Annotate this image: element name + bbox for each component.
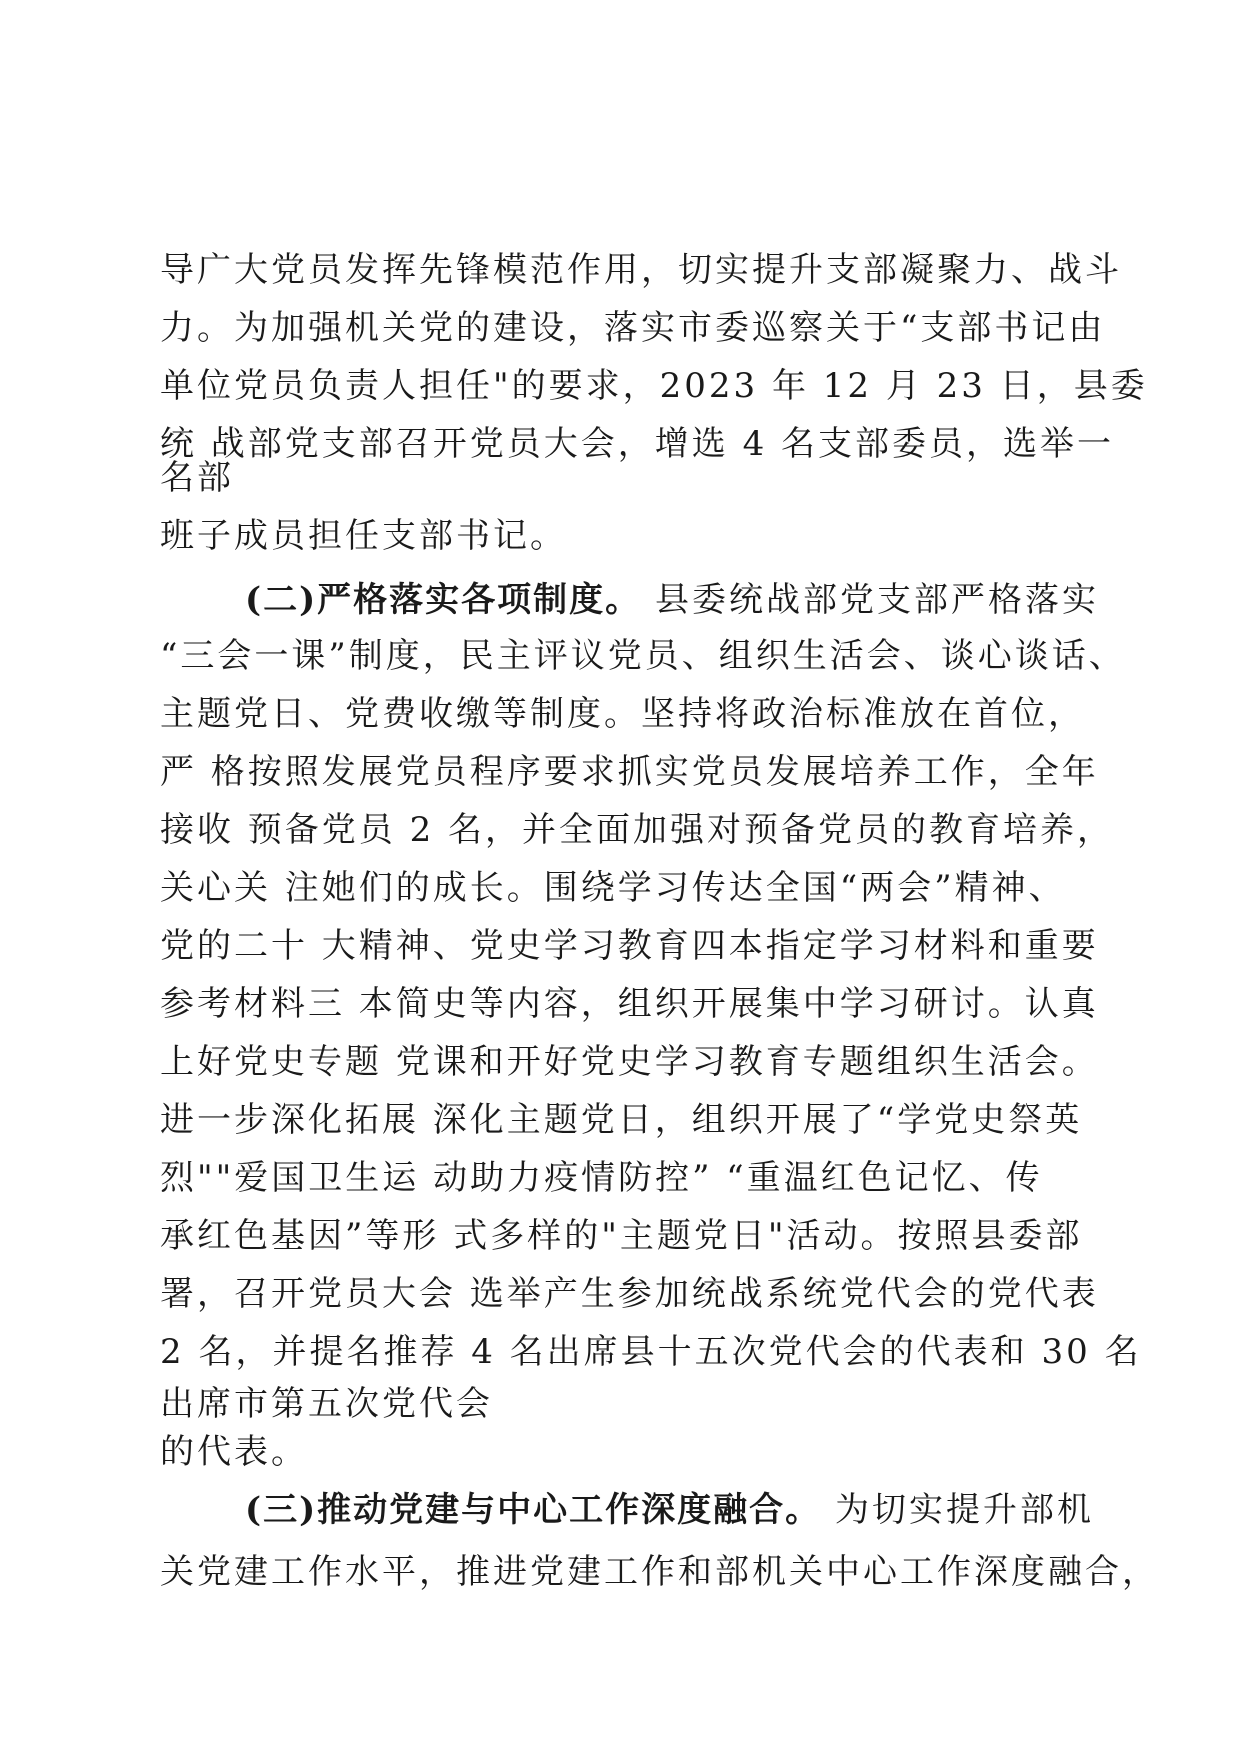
section2-line-12: 署，召开党员大会 选举产生参加统战系统党代会的党代表 — [160, 1274, 1099, 1314]
section2-line-11: 承红色基因”等形 式多样的"主题党日"活动。按照县委部 — [160, 1216, 1083, 1256]
section2-line-3: 严 格按照发展党员程序要求抓实党员发展培养工作，全年 — [160, 752, 1099, 792]
section2-line-4: 接收 预备党员 2 名，并全面加强对预备党员的教育培养， — [160, 810, 1115, 850]
section2-line-10: 烈""爱国卫生运 动助力疫情防控” “重温红色记忆、传 — [160, 1158, 1043, 1198]
section2-line-1: “三会一课”制度，民主评议党员、组织生活会、谈心谈话、 — [160, 636, 1126, 676]
section2-first-line-text: 县委统战部党支部严格落实 — [641, 580, 1099, 620]
section3-heading: (三)推动党建与中心工作深度融合。 — [245, 1490, 822, 1530]
section3-line-1: 关党建工作水平，推进党建工作和部机关中心工作深度融合， — [160, 1552, 1159, 1592]
section2-line-14: 出席市第五次党代会 — [160, 1384, 493, 1424]
section2-heading-line — [245, 580, 1099, 620]
section2-line-7: 参考材料三 本简史等内容，组织开展集中学习研讨。认真 — [160, 984, 1099, 1024]
section2-heading: (二)严格落实各项制度。 — [245, 580, 642, 620]
section2-line-15: 的代表。 — [160, 1432, 308, 1472]
section2-line-9: 进一步深化拓展 深化主题党日，组织开展了“学党史祭英 — [160, 1100, 1083, 1140]
paragraph1-line-2: 力。为加强机关党的建设，落实市委巡察关于“支部书记由 — [160, 308, 1106, 348]
section2-line-6: 党的二十 大精神、党史学习教育四本指定学习材料和重要 — [160, 926, 1099, 966]
paragraph1-line-1: 导广大党员发挥先锋模范作用，切实提升支部凝聚力、战斗 — [160, 250, 1122, 290]
section2-line-5: 关心关 注她们的成长。围绕学习传达全国“两会”精神、 — [160, 868, 1066, 908]
paragraph1-line-4: 统 战部党支部召开党员大会，增选 4 名支部委员，选举一 — [160, 424, 1115, 464]
section3-heading-line — [245, 1490, 1094, 1530]
paragraph1-line-5: 名部 — [160, 458, 234, 498]
section2-line-13: 2 名，并提名推荐 4 名出席县十五次党代会的代表和 30 名 — [160, 1332, 1142, 1372]
section3-first-line-text: 为切实提升部机 — [821, 1490, 1094, 1530]
section2-line-2: 主题党日、党费收缴等制度。坚持将政治标准放在首位， — [160, 694, 1085, 734]
section2-line-8: 上好党史专题 党课和开好党史学习教育专题组织生活会。 — [160, 1042, 1099, 1082]
paragraph1-line-6: 班子成员担任支部书记。 — [160, 516, 567, 556]
paragraph1-line-3: 单位党员负责人担任"的要求，2023 年 12 月 23 日，县委 — [160, 366, 1148, 406]
